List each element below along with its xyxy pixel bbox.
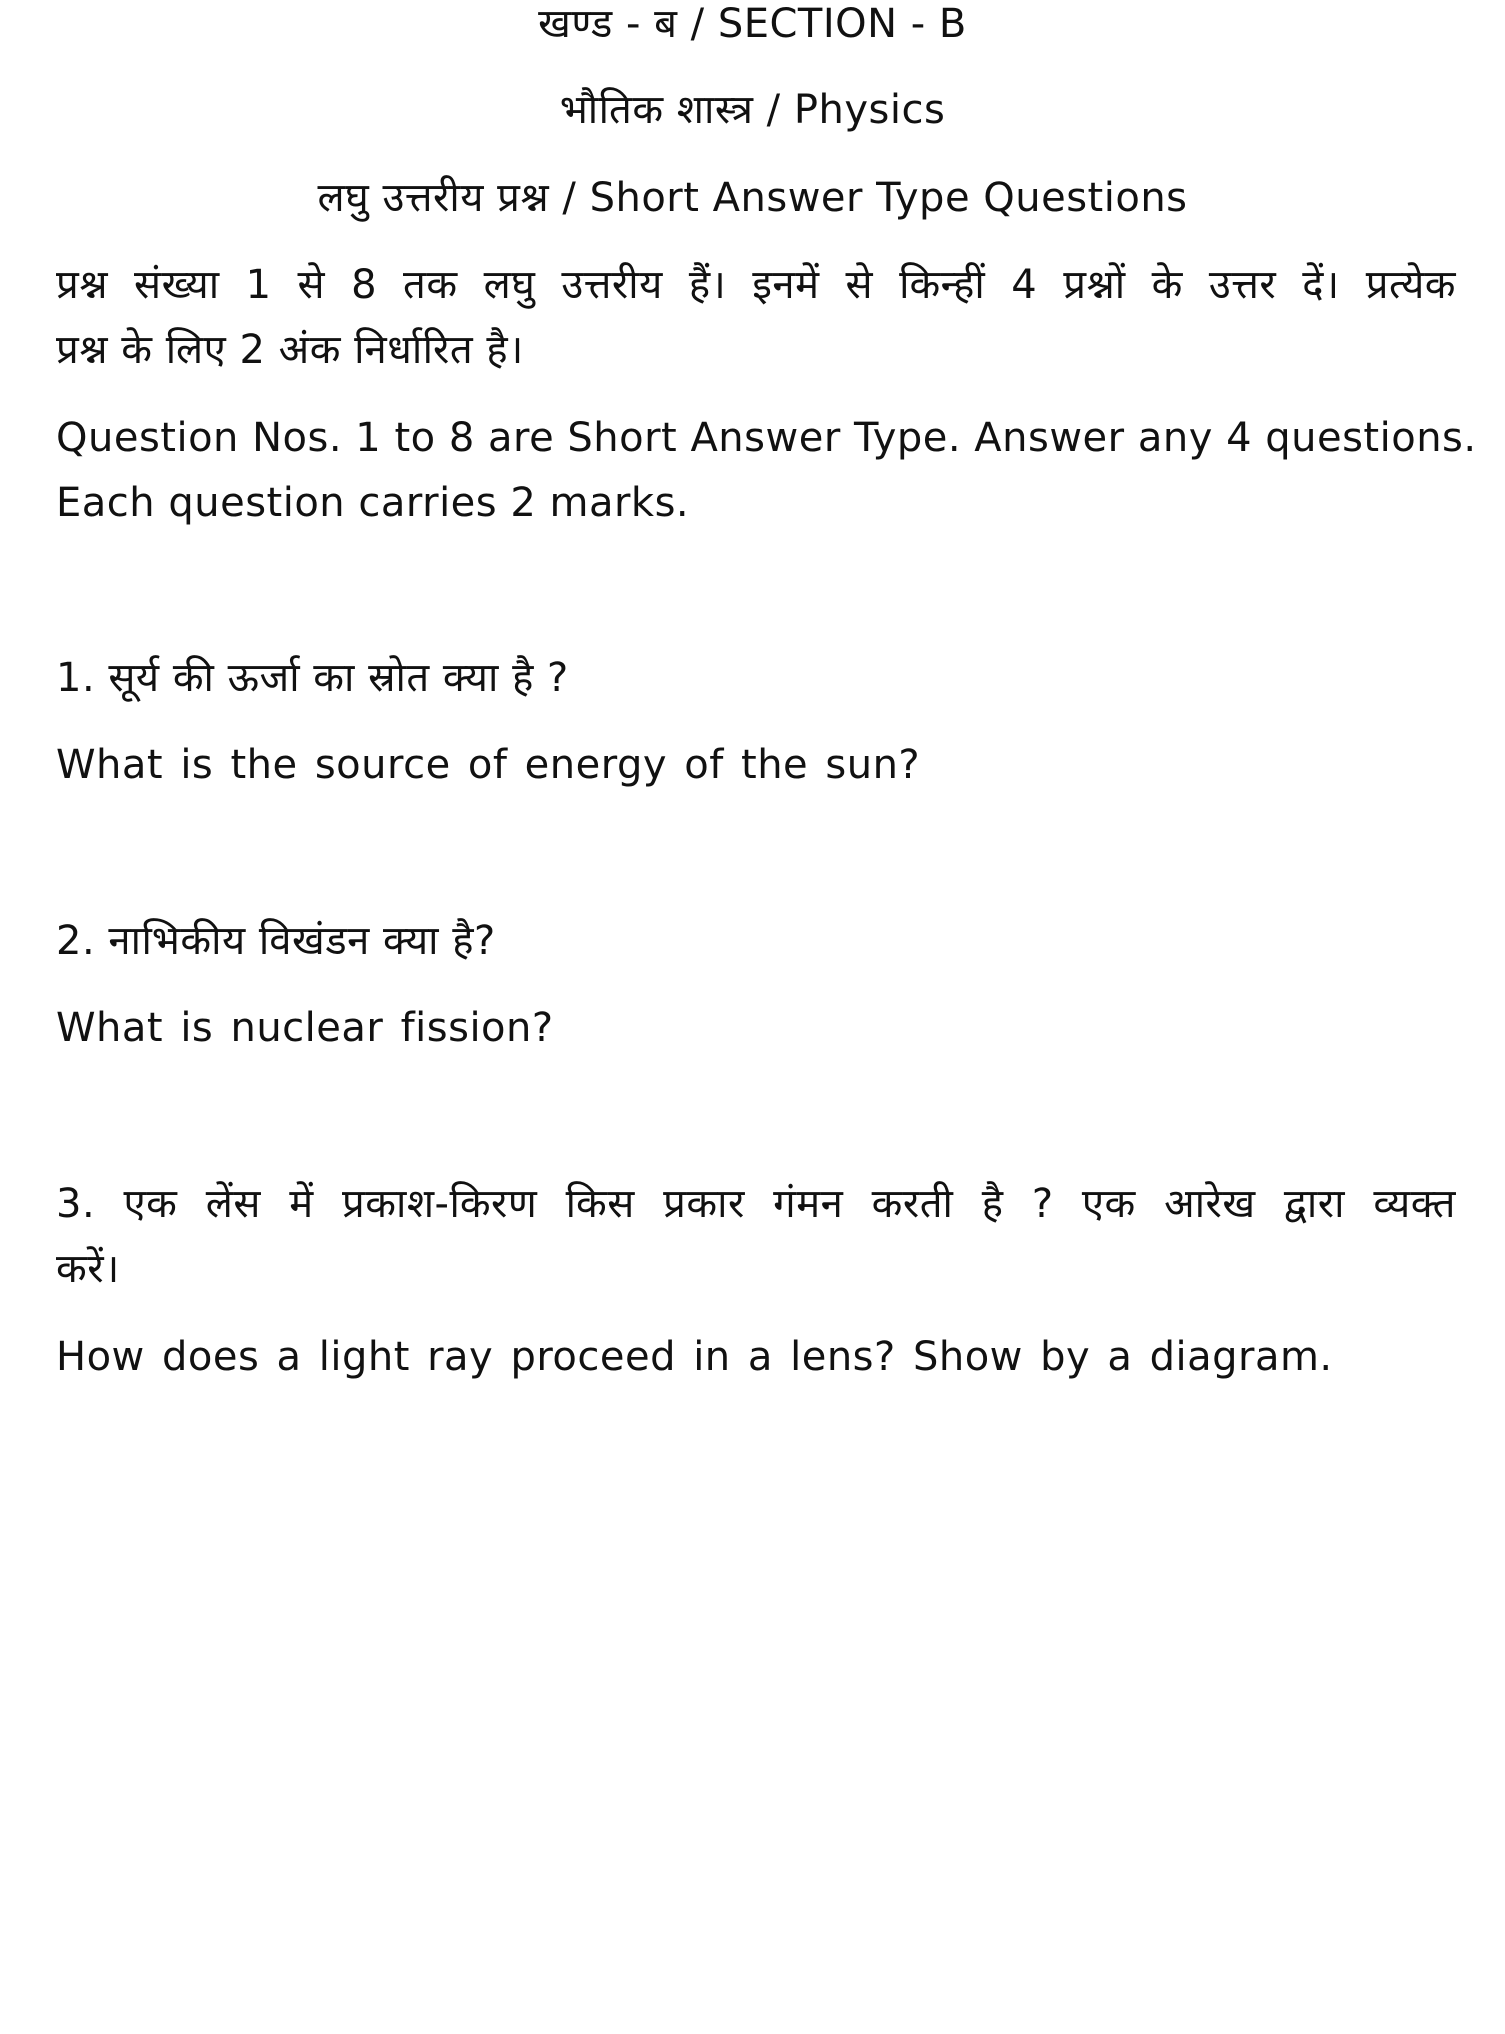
- question-2-hindi: 2. नाभिकीय विखंडन क्या है?: [56, 918, 496, 964]
- subject-heading: भौतिक शास्त्र / Physics: [559, 87, 946, 133]
- question-3-hindi-line-1: 3. एक लेंस में प्रकाश-किरण किस प्रकार गंमन करती है ? एक आरेख द्वारा व्यक्त: [56, 1181, 1456, 1227]
- question-3-english: How does a light ray proceed in a lens? Show by a diagram.: [56, 1334, 1333, 1380]
- question-3-hindi-line-2: करें।: [56, 1246, 120, 1292]
- question-1-hindi: 1. सूर्य की ऊर्जा का स्रोत क्या है ?: [56, 655, 569, 701]
- instructions-hindi-line-2: प्रश्न के लिए 2 अंक निर्धारित है।: [56, 327, 524, 373]
- instructions-hindi-line-1: प्रश्न संख्या 1 से 8 तक लघु उत्तरीय हैं। इनमें से किन्हीं 4 प्रश्नों के उत्तर दें। प्रत्येक: [56, 262, 1456, 308]
- question-2-english: What is nuclear fission?: [56, 1005, 554, 1051]
- question-type-heading: लघु उत्तरीय प्रश्न / Short Answer Type Questions: [317, 175, 1188, 221]
- instructions-english-line-2: Each question carries 2 marks.: [56, 480, 690, 526]
- section-heading: खण्ड - ब / SECTION - B: [538, 1, 967, 47]
- instructions-english-line-1: Question Nos. 1 to 8 are Short Answer Type. Answer any 4 questions.: [56, 415, 1477, 461]
- question-1-english: What is the source of energy of the sun?: [56, 742, 921, 788]
